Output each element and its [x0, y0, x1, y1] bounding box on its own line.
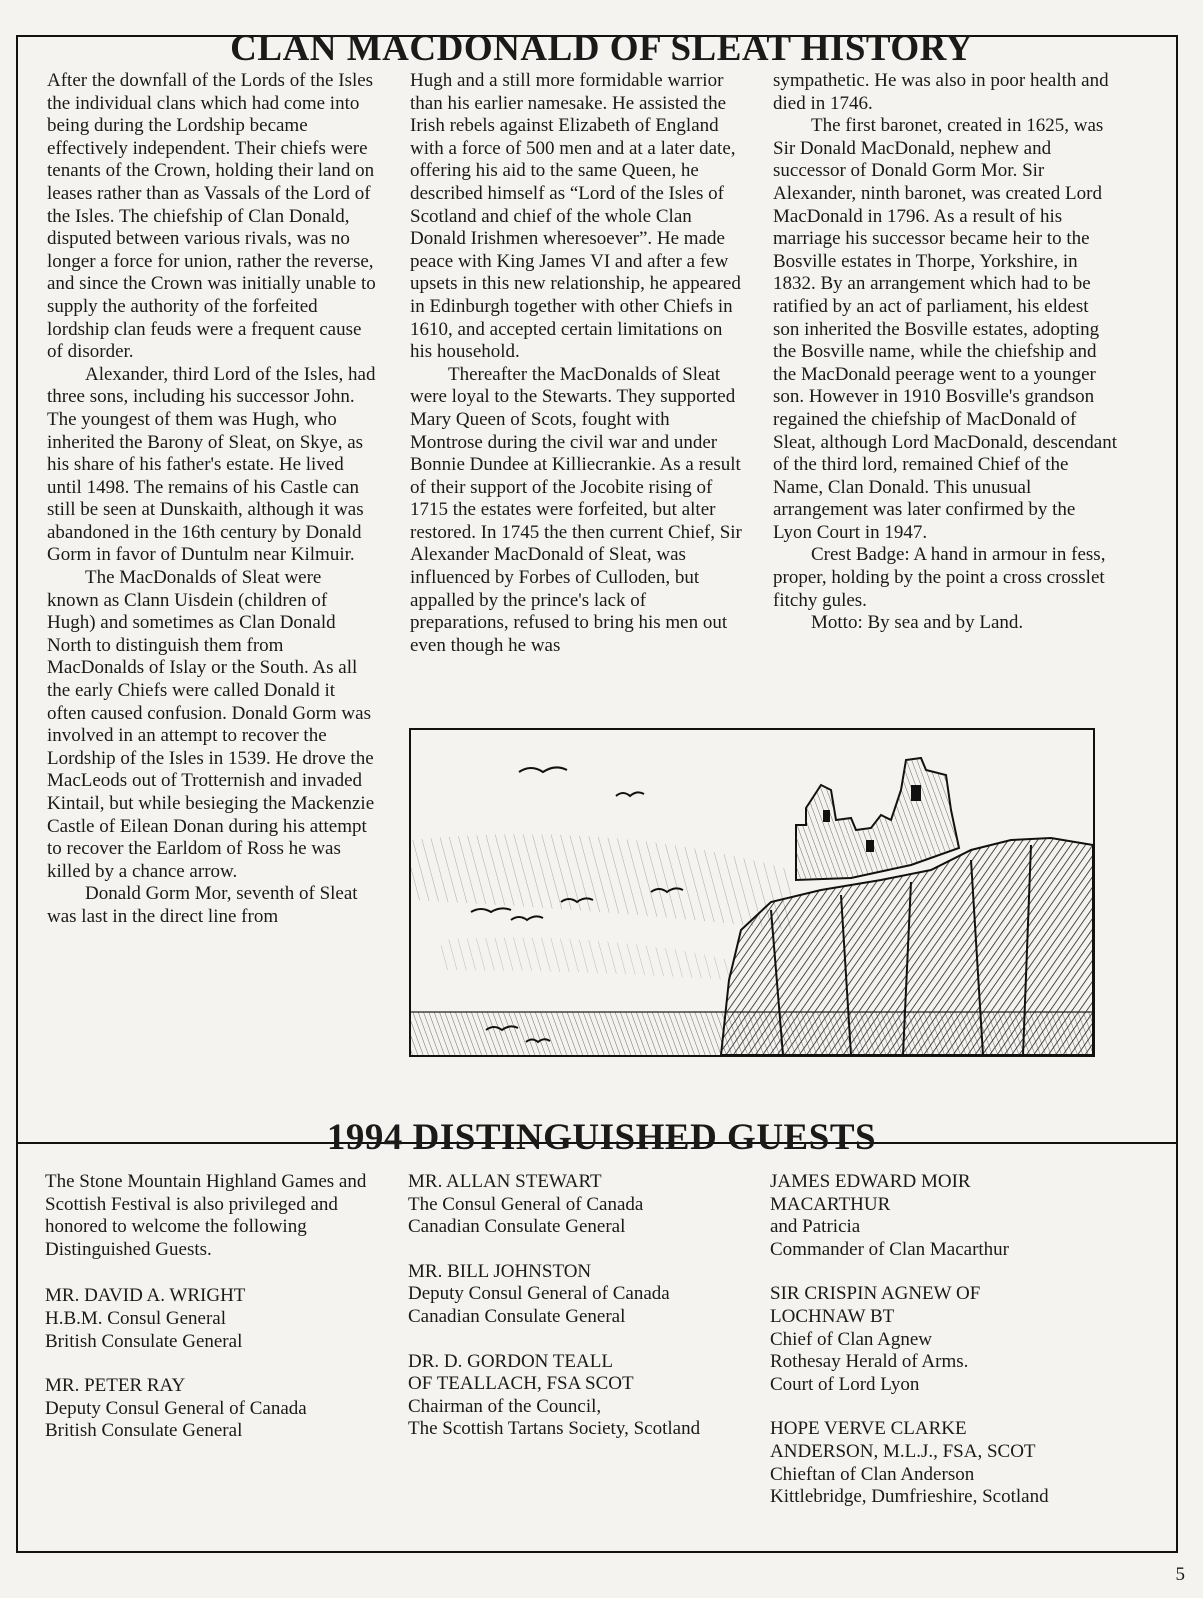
guest-title-line: British Consulate General — [45, 1330, 243, 1352]
history-column-3 — [773, 70, 1118, 635]
history-paragraph: Donald Gorm Mor, seventh of Sleat was last in the direct line from — [47, 883, 358, 927]
guest-title-line: Deputy Consul General of Canada — [45, 1397, 307, 1419]
history-paragraph: Thereafter the MacDonalds of Sleat were loyal to the Stewarts. They supported Mary Queen of Scots, fought with Montrose during the civil war and under Bonnie Dundee at Killiecrankie. As a result of their support of the Jocobite rising of 1715 the estates were forfeited, but alter restored. In 1745 the then current Chief, Sir Alexander MacDonald of Sleat, was influenced by Forbes of Culloden, but appalled by the prince's lack of preparations, refused to bring his men out even though he was — [410, 363, 742, 656]
guest-title-line: Kittlebridge, Dumfrieshire, Scotland — [770, 1486, 1049, 1508]
history-column-2 — [410, 70, 744, 657]
guests-title: 1994 DISTINGUISHED GUESTS — [326, 1117, 877, 1158]
history-title: CLAN MACDONALD OF SLEAT HISTORY — [230, 28, 973, 69]
guest-title-line: The Scottish Tartans Society, Scotland — [408, 1418, 701, 1440]
crest-badge-text: Crest Badge: A hand in armour in fess, proper, holding by the point a cross crosslet fitchy gules. — [773, 544, 1106, 611]
guest-title-line: Commander of Clan Macarthur — [770, 1238, 1010, 1260]
guest-title-line: Rothesay Herald of Arms. — [770, 1351, 969, 1373]
history-paragraph: sympathetic. He was also in poor health and died in 1746. — [773, 70, 1109, 114]
guest-entry — [770, 1418, 1130, 1508]
guest-title-line: and Patricia — [770, 1216, 861, 1238]
guest-name: ANDERSON, M.L.J., FSA, SCOT — [770, 1440, 1036, 1462]
guest-name: JAMES EDWARD MOIR — [770, 1171, 971, 1192]
guest-name: HOPE VERVE CLARKE — [770, 1418, 967, 1440]
motto-text: Motto: By sea and by Land. — [811, 612, 1024, 634]
guest-name: DR. D. GORDON TEALL — [408, 1350, 613, 1372]
guests-column-1 — [45, 1171, 385, 1465]
guest-title-line: Chief of Clan Agnew — [770, 1328, 933, 1350]
guest-title-line: H.B.M. Consul General — [45, 1307, 227, 1329]
guest-entry — [408, 1171, 753, 1239]
guests-column-3 — [770, 1171, 1130, 1531]
guest-title-line: Chieftan of Clan Anderson — [770, 1463, 975, 1485]
guest-name: LOCHNAW BT — [770, 1305, 895, 1327]
guest-entry — [770, 1283, 1130, 1396]
history-paragraph: The first baronet, created in 1625, was Sir Donald MacDonald, nephew and successor of Donald Gorm Mor. Sir Alexander, ninth baronet, was created Lord MacDonald in 1796. As a result of his marriage his successor became heir to the Bosville estates in Thorpe, Yorkshire, in 1832. By an arrangement which had to be ratified by an act of parliament, his eldest son inherited the Bosville estates, adopting the Bosville name, while the chiefship and the MacDonald peerage went to a younger son. However in 1910 Bosville's grandson regained the chiefship of MacDonald of Sleat, although Lord MacDonald, descendant of the third lord, remained Chief of the Name, Clan Donald. This unusual arrangement was later confirmed by the Lyon Court in 1947. — [773, 115, 1118, 543]
page-number: 5 — [1175, 1564, 1185, 1585]
guest-name: MR. PETER RAY — [45, 1375, 186, 1397]
guest-name: OF TEALLACH, FSA SCOT — [408, 1373, 634, 1395]
guest-title-line: Deputy Consul General of Canada — [408, 1283, 670, 1305]
guest-title-line: British Consulate General — [45, 1420, 243, 1442]
history-paragraph: Alexander, third Lord of the Isles, had three sons, including his successor John. The youngest of them was Hugh, who inherited the Barony of Sleat, on Skye, as his share of his father's estate. He lived until 1498. The remains of his Castle can still be seen at Dunskaith, although it was abandoned in the 16th century by Donald Gorm in favor of Duntulm near Kilmuir. — [47, 363, 376, 566]
guest-name: MR. BILL JOHNSTON — [408, 1260, 592, 1282]
guest-title-line: Court of Lord Lyon — [770, 1373, 920, 1395]
guest-entry — [408, 1261, 753, 1329]
guest-name: SIR CRISPIN AGNEW OF — [770, 1283, 981, 1305]
history-paragraph: Hugh and a still more formidable warrior than his earlier namesake. He assisted the Irish rebels against Elizabeth of England with a force of 500 men and at a later date, offering his aid to the same Queen, he described himself as “Lord of the Isles of Scotland and chief of the whole Clan Donald Irishmen wheresoever”. He made peace with King James VI and after a few upsets in this new relationship, he appeared in Edinburgh together with other Chiefs in 1610, and accepted certain limitations on his household. — [410, 70, 741, 363]
guests-intro: The Stone Mountain Highland Games and Scottish Festival is also privileged and honored to welcome the following Distinguished Guests. — [45, 1171, 367, 1260]
guest-entry — [408, 1351, 753, 1441]
guest-entry — [45, 1375, 385, 1443]
guest-title-line: The Consul General of Canada — [408, 1193, 644, 1215]
castle-illustration — [409, 728, 1095, 1057]
history-column-1 — [47, 70, 377, 929]
guest-title-line: Canadian Consulate General — [408, 1305, 626, 1327]
guest-name: MR. DAVID A. WRIGHT — [45, 1285, 246, 1307]
guest-title-line: Canadian Consulate General — [408, 1216, 626, 1238]
guest-title-line: Chairman of the Council, — [408, 1395, 602, 1417]
history-paragraph: After the downfall of the Lords of the Isles the individual clans which had come into being during the Lordship became effectively independent. Their chiefs were tenants of the Crown, holding their land on leases rather than as Vassals of the Lord of the Isles. The chiefship of Clan Donald, disputed between various rivals, was no longer a force for union, rather the reverse, and since the Crown was initially unable to supply the authority of the forfeited lordship clan feuds were a frequent cause of disorder. — [47, 70, 376, 363]
guest-entry — [45, 1285, 385, 1353]
guest-entry — [770, 1171, 1130, 1261]
guests-column-2 — [408, 1171, 753, 1463]
guest-name: MACARTHUR — [770, 1193, 891, 1215]
history-paragraph: The MacDonalds of Sleat were known as Clann Uisdein (children of Hugh) and sometimes as Clan Donald North to distinguish them from MacDonalds of Islay or the South. As all the early Chiefs were called Donald it often caused confusion. Donald Gorm was involved in an attempt to recover the Lordship of the Isles in 1539. He drove the MacLeods out of Trotternish and invaded Kintail, but while besieging the Mackenzie Castle of Eilean Donan during his attempt to recover the Earldom of Ross he was killed by a chance arrow. — [47, 567, 375, 882]
guest-name: MR. ALLAN STEWART — [408, 1171, 602, 1192]
